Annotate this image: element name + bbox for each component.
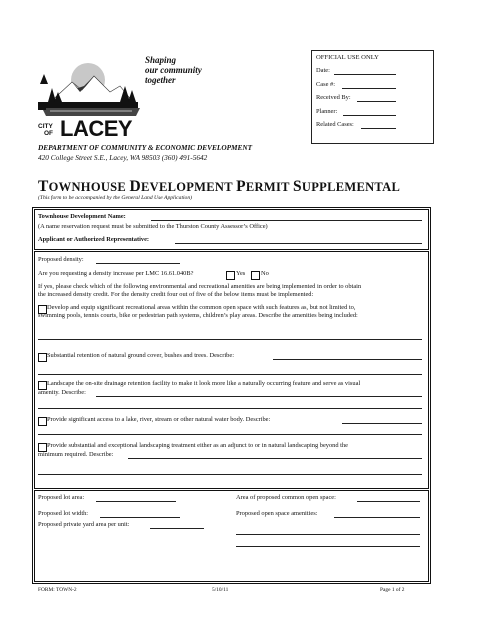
- option-landscaping-field-2[interactable]: [38, 474, 422, 475]
- tagline-line-1: Shaping: [145, 55, 177, 65]
- office-received-label: Received By:: [316, 94, 351, 101]
- instructions-line-2: the increased density credit. For the density credit four out of five of the below items must be implemented:: [38, 291, 314, 298]
- option-ground-cover-field[interactable]: [273, 359, 422, 360]
- proposed-density-field[interactable]: [96, 263, 180, 264]
- footer-form-id: FORM: TOWN-2: [38, 587, 77, 593]
- office-case-field[interactable]: [342, 88, 396, 89]
- option-recreation-line-1: Develop and equip significant recreational areas within the common open space with such features as, but not limited to,: [47, 304, 356, 311]
- office-received-field[interactable]: [357, 101, 396, 102]
- title-cap-d: D: [129, 178, 141, 195]
- density-yes-label: Yes: [236, 270, 246, 277]
- office-related-label: Related Cases:: [316, 121, 354, 128]
- option-water-access-checkbox[interactable]: [38, 417, 47, 426]
- office-date-label: Date:: [316, 67, 330, 74]
- density-no-label: No: [261, 270, 269, 277]
- title-cap-t: T: [38, 178, 49, 195]
- amenities-field-2[interactable]: [236, 534, 420, 535]
- option-water-access-field[interactable]: [342, 423, 422, 424]
- option-water-access-field-2[interactable]: [38, 434, 422, 435]
- yard-area-label: Proposed private yard area per unit:: [38, 521, 130, 528]
- form-title: [38, 179, 400, 195]
- common-space-field[interactable]: [357, 501, 420, 502]
- footer-date: 5/10/11: [212, 587, 229, 593]
- title-cap-p: P: [236, 178, 246, 195]
- office-planner-label: Planner:: [316, 108, 338, 115]
- option-drainage-line-1: Landscape the on-site drainage retention facility to make it look more like a naturally occurring feature and serve as visual: [47, 380, 361, 387]
- footer-page: Page 1 of 2: [380, 587, 405, 593]
- amenities-field-3[interactable]: [236, 546, 420, 547]
- density-question: Are you requesting a density increase per LMC 16.61.040B?: [38, 270, 194, 277]
- office-planner-field[interactable]: [343, 115, 396, 116]
- common-space-label: Area of proposed common open space:: [236, 494, 336, 501]
- proposed-density-label: Proposed density:: [38, 256, 84, 263]
- option-ground-cover-field-2[interactable]: [38, 374, 422, 375]
- title-cap-s: S: [292, 178, 302, 195]
- option-drainage-line-2: amenity. Describe:: [38, 389, 86, 396]
- title-part-4: UPPLEMENTAL: [301, 180, 401, 194]
- option-landscaping-field[interactable]: [128, 458, 422, 459]
- tagline-line-2: our community: [145, 65, 202, 75]
- lot-width-label: Proposed lot width:: [38, 510, 89, 517]
- logo-lacey-text: LACEY: [60, 116, 133, 141]
- option-drainage-field[interactable]: [96, 396, 422, 397]
- amenities-label: Proposed open space amenities:: [236, 510, 318, 517]
- dev-name-note: (A name reservation request must be submitted to the Thurston County Assessor’s Office): [38, 223, 268, 230]
- office-date-field[interactable]: [334, 74, 396, 75]
- density-no-checkbox[interactable]: [251, 271, 260, 280]
- applicant-label: Applicant or Authorized Representative:: [38, 236, 150, 243]
- density-yes-checkbox[interactable]: [226, 271, 235, 280]
- office-related-field[interactable]: [361, 128, 396, 129]
- option-landscaping-line-1: Provide substantial and exceptional landscaping treatment either as an adjunct to or in natural landscaping beyond the: [47, 442, 348, 449]
- logo-of-text: OF: [44, 130, 54, 137]
- logo-city-text: CITY: [38, 123, 53, 130]
- title-part-2: EVELOPMENT: [140, 180, 237, 194]
- option-water-access-text: Provide significant access to a lake, river, stream or other natural water body. Describe:: [47, 416, 271, 423]
- applicant-field[interactable]: [175, 243, 422, 244]
- title-part-3: ERMIT: [245, 180, 293, 194]
- title-part-1: OWNHOUSE: [48, 180, 130, 194]
- option-recreation-line-2: swimming pools, tennis courts, bike or pedestrian path systems, children’s play areas. Describe the amenities being included:: [38, 312, 358, 319]
- lot-area-field[interactable]: [96, 501, 176, 502]
- option-drainage-field-2[interactable]: [38, 408, 422, 409]
- instructions-line-1: If yes, please check which of the following environmental and recreational amenities are being implemented in order to obtain: [38, 283, 362, 290]
- section-lots: [34, 490, 429, 582]
- option-landscaping-line-2: minimum required. Describe:: [38, 451, 114, 458]
- lot-width-field[interactable]: [100, 517, 180, 518]
- official-use-title: OFFICIAL USE ONLY: [316, 54, 379, 61]
- yard-area-field[interactable]: [150, 528, 204, 529]
- tagline-line-3: together: [145, 75, 176, 85]
- option-ground-cover-text: Substantial retention of natural ground cover, bushes and trees. Describe:: [47, 352, 234, 359]
- office-case-label: Case #:: [316, 81, 335, 88]
- option-recreation-field[interactable]: [38, 339, 422, 340]
- dev-name-label: Townhouse Development Name:: [38, 213, 126, 220]
- department-name: DEPARTMENT OF COMMUNITY & ECONOMIC DEVELOPMENT: [38, 143, 253, 152]
- option-ground-cover-checkbox[interactable]: [38, 353, 47, 362]
- department-address: 420 College Street S.E., Lacey, WA 98503 (360) 491-5642: [38, 153, 208, 162]
- amenities-field[interactable]: [334, 517, 420, 518]
- dev-name-field[interactable]: [151, 220, 422, 221]
- lot-area-label: Proposed lot area:: [38, 494, 85, 501]
- form-subtitle: (This form to be accompanied by the General Land Use Application): [38, 195, 193, 201]
